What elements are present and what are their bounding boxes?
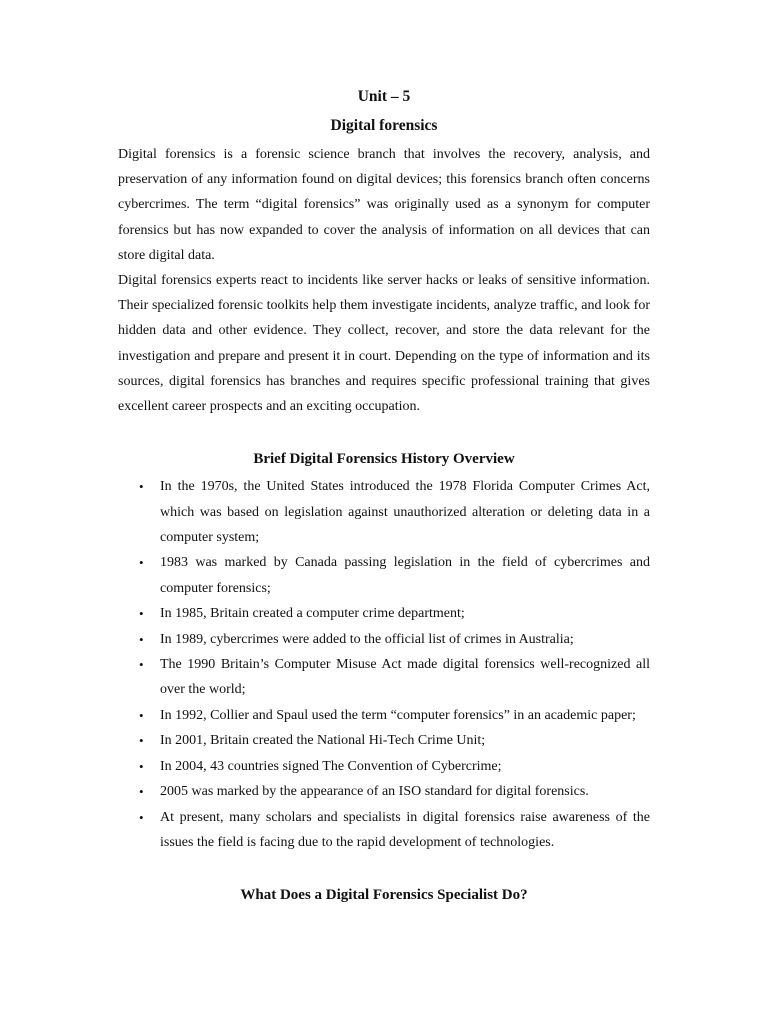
list-item: [118, 474, 650, 550]
list-item: [118, 728, 650, 753]
bullet-icon: •: [139, 657, 144, 673]
list-item-text: In 1989, cybercrimes were added to the official list of crimes in Australia;: [160, 631, 574, 647]
list-item-text: The 1990 Britain’s Computer Misuse Act made digital forensics well-recognized all over the world;: [160, 657, 650, 698]
list-item: [118, 779, 650, 804]
document-page: [118, 84, 650, 908]
list-item-text: 2005 was marked by the appearance of an ISO standard for digital forensics.: [160, 784, 589, 800]
experts-paragraph: Digital forensics experts react to incidents like server hacks or leaks of sensitive information. Their specialized forensic toolkits help them investigate incidents, analyze traffic, and look for hidden data and other evidence. They collect, recover, and store the data relevant for the investigation and prepare and present it in court. Depending on the type of information and its sources, digital forensics has branches and requires specific professional training that gives excellent career prospects and an exciting occupation.: [118, 273, 650, 415]
list-item-text: In 2004, 43 countries signed The Convention of Cybercrime;: [160, 758, 502, 774]
list-item: [118, 805, 650, 856]
bullet-icon: •: [139, 784, 144, 800]
list-item: [118, 754, 650, 779]
list-item-text: At present, many scholars and specialists in digital forensics raise awareness of the issues the field is facing due to the rapid development of technologies.: [160, 809, 650, 850]
bullet-icon: •: [139, 758, 144, 774]
intro-paragraph: Digital forensics is a forensic science branch that involves the recovery, analysis, and preservation of any information found on digital devices; this forensics branch often concerns cybercrimes. The term “digital forensics” was originally used as a synonym for computer forensics but has now expanded to cover the analysis of information on all devices that can store digital data.: [118, 147, 650, 263]
history-heading: Brief Digital Forensics History Overview: [253, 451, 515, 468]
bullet-icon: •: [139, 555, 144, 571]
list-item-text: In 1985, Britain created a computer crime department;: [160, 606, 465, 622]
list-item: [118, 550, 650, 601]
document-title: Digital forensics: [330, 117, 438, 134]
list-item: [118, 601, 650, 626]
bullet-icon: •: [139, 809, 144, 825]
list-item-text: In 2001, Britain created the National Hi-Tech Crime Unit;: [160, 733, 486, 749]
list-item-text: In the 1970s, the United States introduced the 1978 Florida Computer Crimes Act, which was based on legislation against unauthorized alteration or deleting data in a computer system;: [160, 479, 650, 546]
unit-title: Unit – 5: [357, 88, 411, 105]
bullet-icon: •: [139, 733, 144, 749]
bullet-icon: •: [139, 631, 144, 647]
list-item-text: In 1992, Collier and Spaul used the term “computer forensics” in an academic paper;: [160, 707, 636, 723]
list-item: [118, 652, 650, 703]
list-item-text: 1983 was marked by Canada passing legislation in the field of cybercrimes and computer forensics;: [160, 555, 650, 596]
list-item: [118, 627, 650, 652]
history-list: [118, 474, 650, 855]
specialist-heading: What Does a Digital Forensics Specialist Do?: [240, 887, 528, 904]
bullet-icon: •: [139, 707, 144, 723]
bullet-icon: •: [139, 479, 144, 495]
list-item: [118, 703, 650, 728]
bullet-icon: •: [139, 606, 144, 622]
